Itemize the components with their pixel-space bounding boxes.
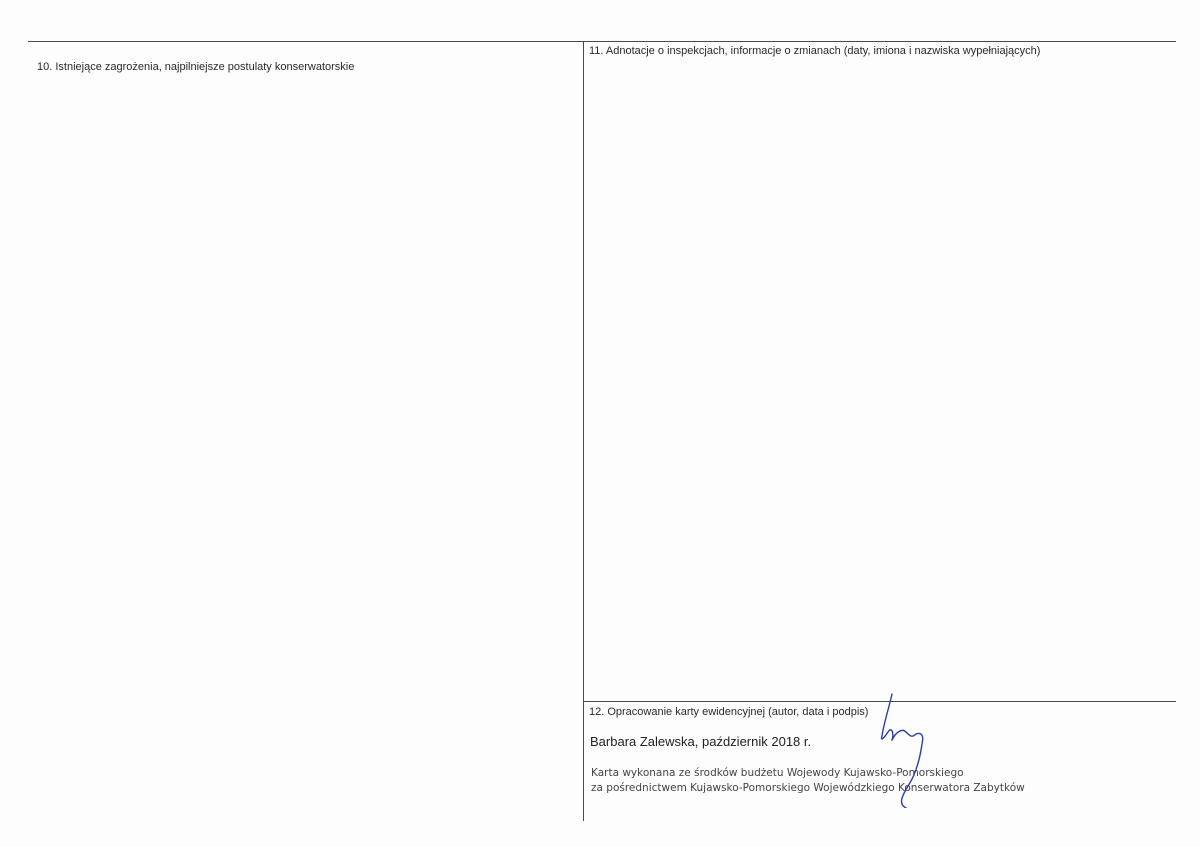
section12-title: 12. Opracowanie karty ewidencyjnej (autor, data i podpis)	[589, 706, 869, 718]
funding-line-1: Karta wykonana ze środków budżetu Wojewody Kujawsko-Pomorskiego	[591, 767, 964, 779]
author-line: Barbara Zalewska, październik 2018 r.	[590, 734, 812, 749]
section11-title: 11. Adnotacje o inspekcjach, informacje o zmianach (daty, imiona i nazwiska wypełniających)	[589, 45, 1041, 57]
funding-line-2: za pośrednictwem Kujawsko-Pomorskiego Wojewódzkiego Konserwatora Zabytków	[591, 782, 1025, 794]
section10-title: 10. Istniejące zagrożenia, najpilniejsze postulaty konserwatorskie	[37, 61, 355, 73]
signature-mark	[868, 688, 948, 808]
top-rule	[28, 41, 1176, 42]
column-divider	[583, 41, 584, 821]
